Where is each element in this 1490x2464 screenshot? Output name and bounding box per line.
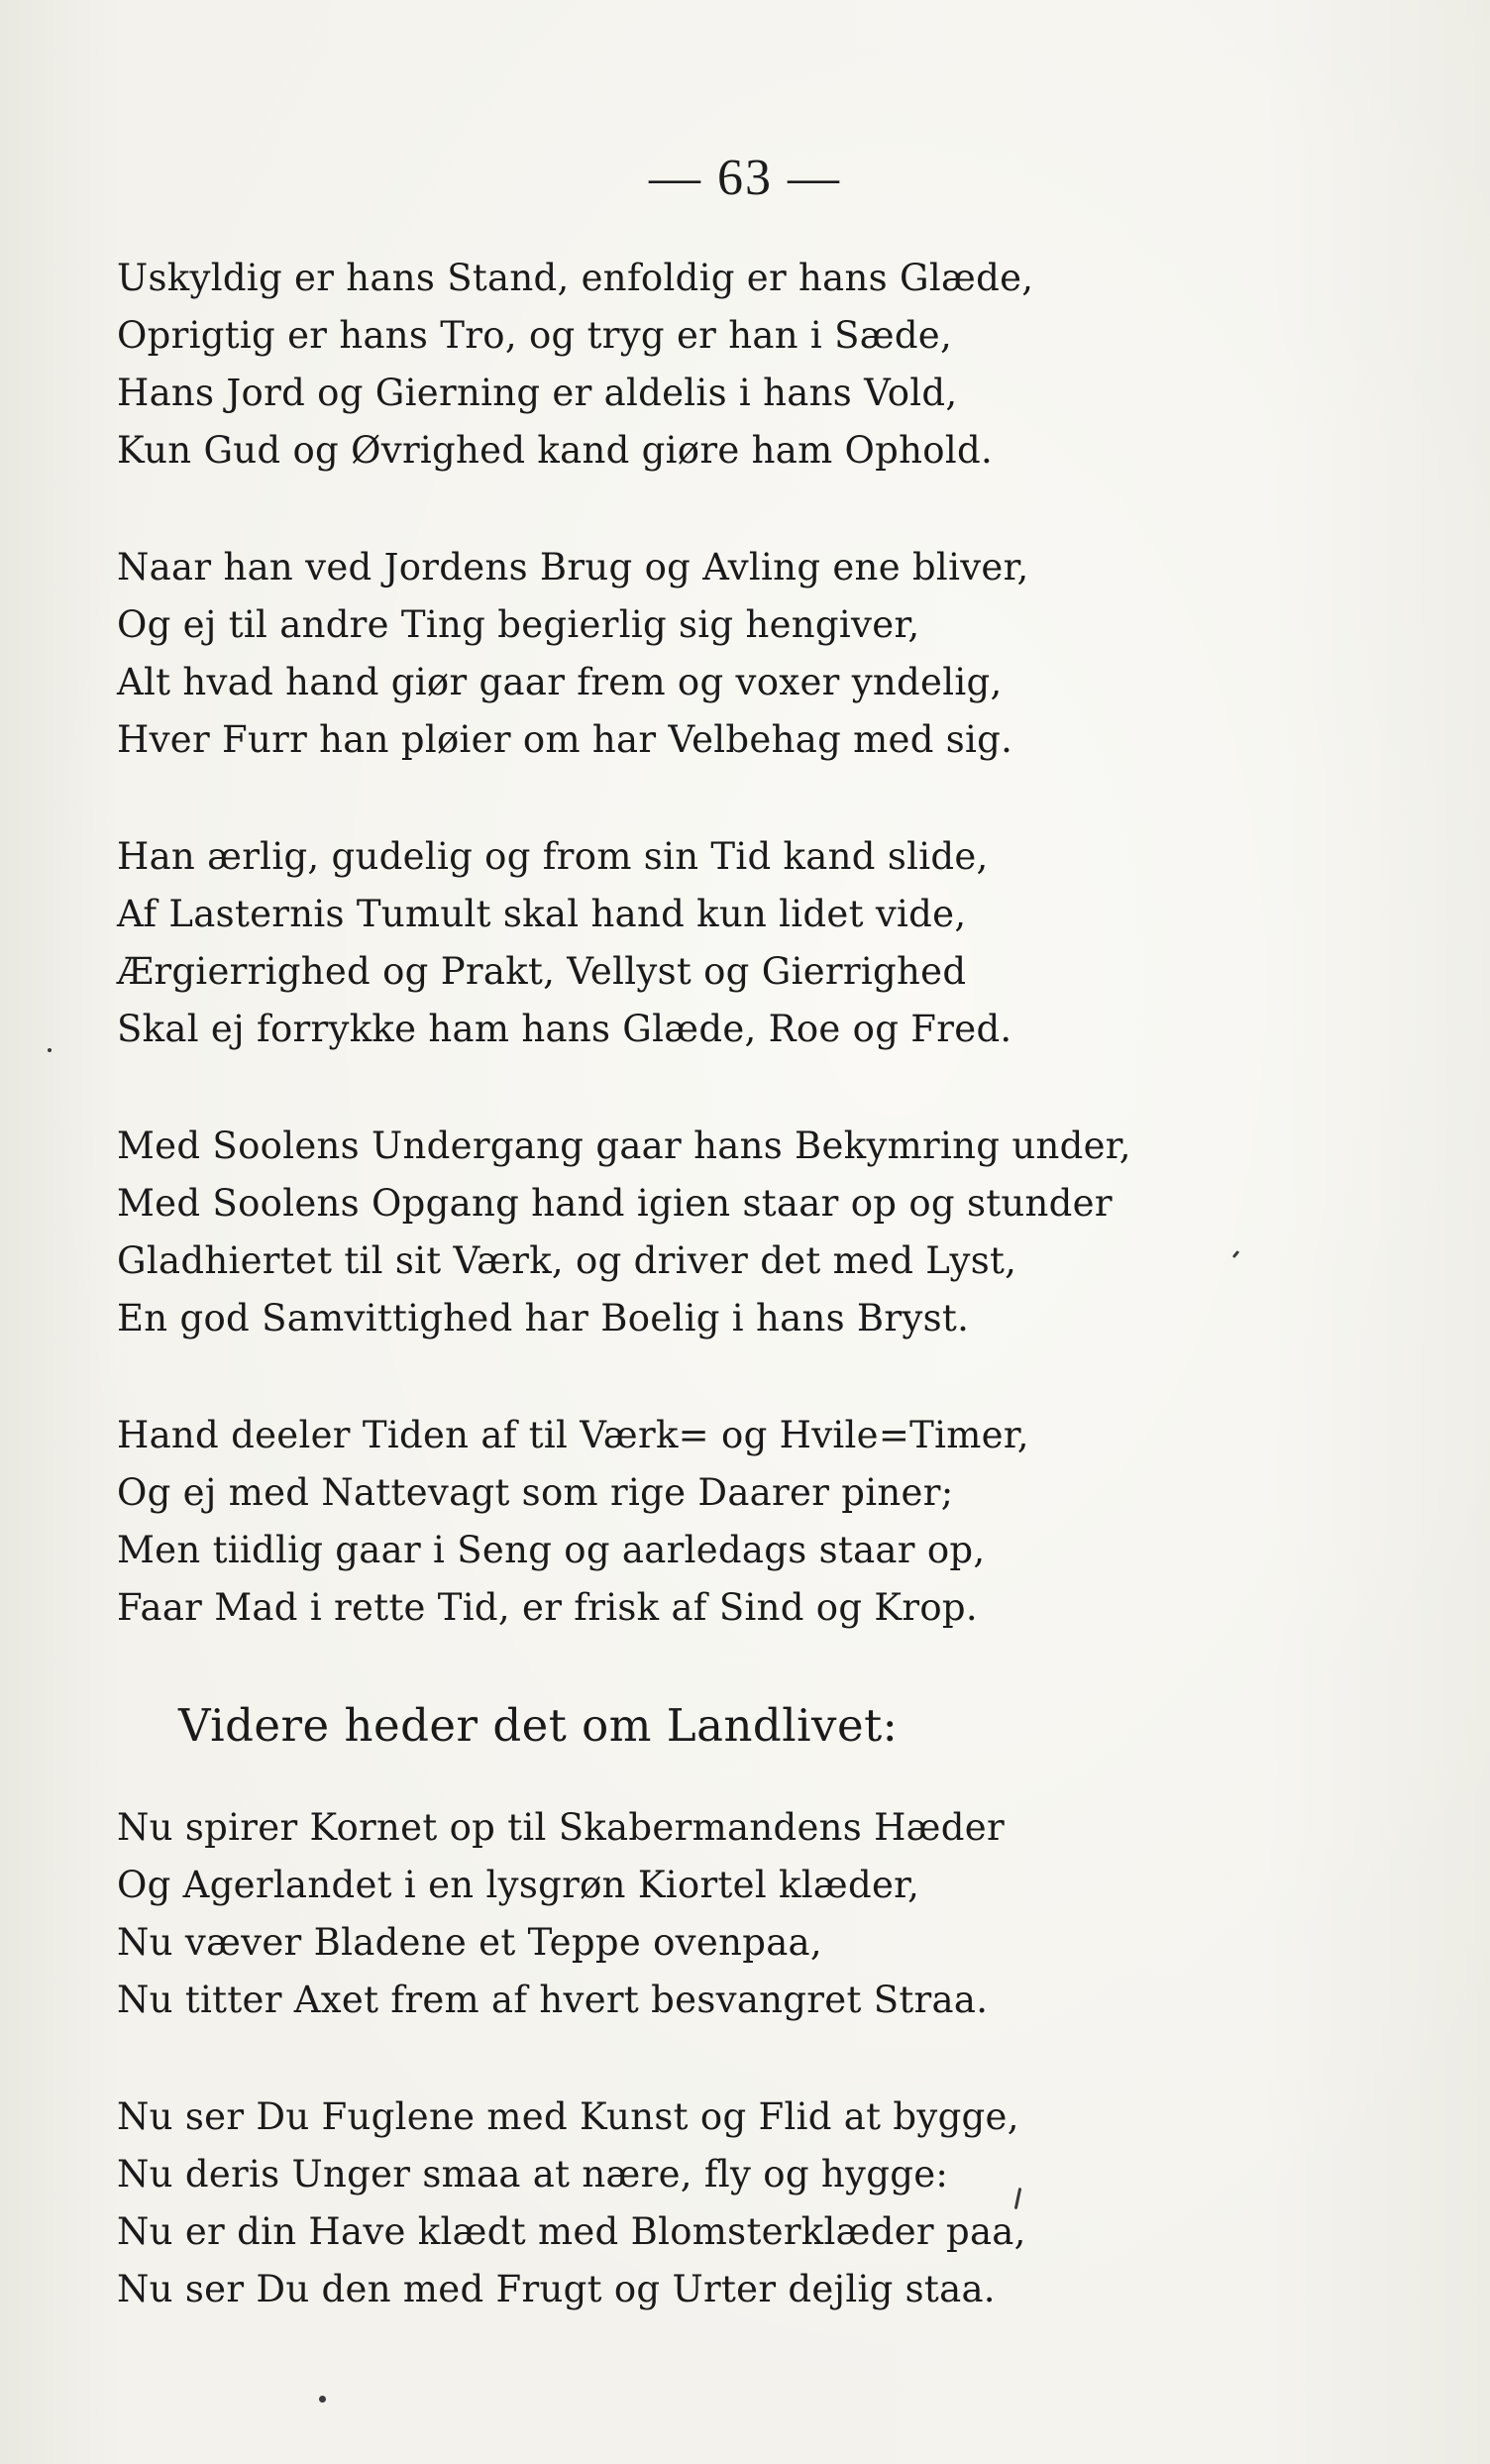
poem-line: Men tiidlig gaar i Seng og aarledags staar op,: [117, 1529, 986, 1571]
poem-line: Nu væver Bladene et Teppe ovenpaa,: [117, 1921, 822, 1964]
poem-line: Nu ser Du Fuglene med Kunst og Flid at bygge,: [117, 2095, 1019, 2138]
stanza: [117, 828, 1187, 1058]
stanza: [117, 2089, 1187, 2318]
poem-line: Nu titter Axet frem af hvert besvangret Straa.: [117, 1979, 989, 2021]
poem-line: Kun Gud og Øvrighed kand giøre ham Ophold.: [117, 429, 994, 472]
poem-line: Hand deeler Tiden af til Værk= og Hvile=Timer,: [117, 1414, 1029, 1456]
poem-line: Med Soolens Undergang gaar hans Bekymring under,: [117, 1125, 1131, 1167]
poem-line: Nu deris Unger smaa at nære, fly og hygge:: [117, 2153, 949, 2196]
poem-line: Gladhiertet til sit Værk, og driver det med Lyst,: [117, 1239, 1017, 1282]
poem-line: Han ærlig, gudelig og from sin Tid kand slide,: [117, 835, 989, 878]
paper-speck: [1232, 1250, 1239, 1258]
poem-line: En god Samvittighed har Boelig i hans Bryst.: [117, 1297, 970, 1339]
poem-line: Faar Mad i rette Tid, er frisk af Sind og Krop.: [117, 1586, 978, 1629]
poem-line: Naar han ved Jordens Brug og Avling ene bliver,: [117, 546, 1029, 589]
section-heading: Videre heder det om Landlivet:: [178, 1699, 899, 1752]
poem-line: Af Lasternis Tumult skal hand kun lidet vide,: [117, 893, 967, 935]
stanza: [117, 539, 1187, 769]
poem-line: Hans Jord og Gierning er aldelis i hans Vold,: [117, 372, 958, 414]
stanza: [117, 250, 1187, 480]
poem-line: Nu er din Have klædt med Blomsterklæder paa,: [117, 2210, 1026, 2253]
stanza: [117, 1118, 1187, 1347]
poem-line: Hver Furr han pløier om har Velbehag med sig.: [117, 718, 1013, 761]
poem-line: Oprigtig er hans Tro, og tryg er han i Sæde,: [117, 314, 953, 357]
stanza: [117, 1799, 1187, 2029]
poem-line: Skal ej forrykke ham hans Glæde, Roe og Fred.: [117, 1008, 1012, 1050]
poem-line: Nu ser Du den med Frugt og Urter dejlig staa.: [117, 2268, 996, 2310]
page-number: — 63 —: [649, 150, 841, 206]
poem-line: Nu spirer Kornet op til Skabermandens Hæder: [117, 1806, 1005, 1849]
stanza: [117, 1407, 1187, 1637]
poem-line: Ærgierrighed og Prakt, Vellyst og Gierrighed: [117, 950, 967, 993]
poem-line: Uskyldig er hans Stand, enfoldig er hans Glæde,: [117, 257, 1034, 299]
poem-line: Og ej til andre Ting begierlig sig hengiver,: [117, 603, 920, 646]
poem-line: Og Agerlandet i en lysgrøn Kiortel klæder,: [117, 1864, 920, 1906]
paper-speck: [48, 1048, 52, 1052]
poem-line: Og ej med Nattevagt som rige Daarer piner;: [117, 1471, 954, 1514]
paper-speck: [319, 2396, 326, 2403]
poem-line: Med Soolens Opgang hand igien staar op og stunder: [117, 1182, 1113, 1225]
poem-line: Alt hvad hand giør gaar frem og voxer yndelig,: [117, 661, 1003, 703]
poem-text: [117, 250, 1187, 2378]
